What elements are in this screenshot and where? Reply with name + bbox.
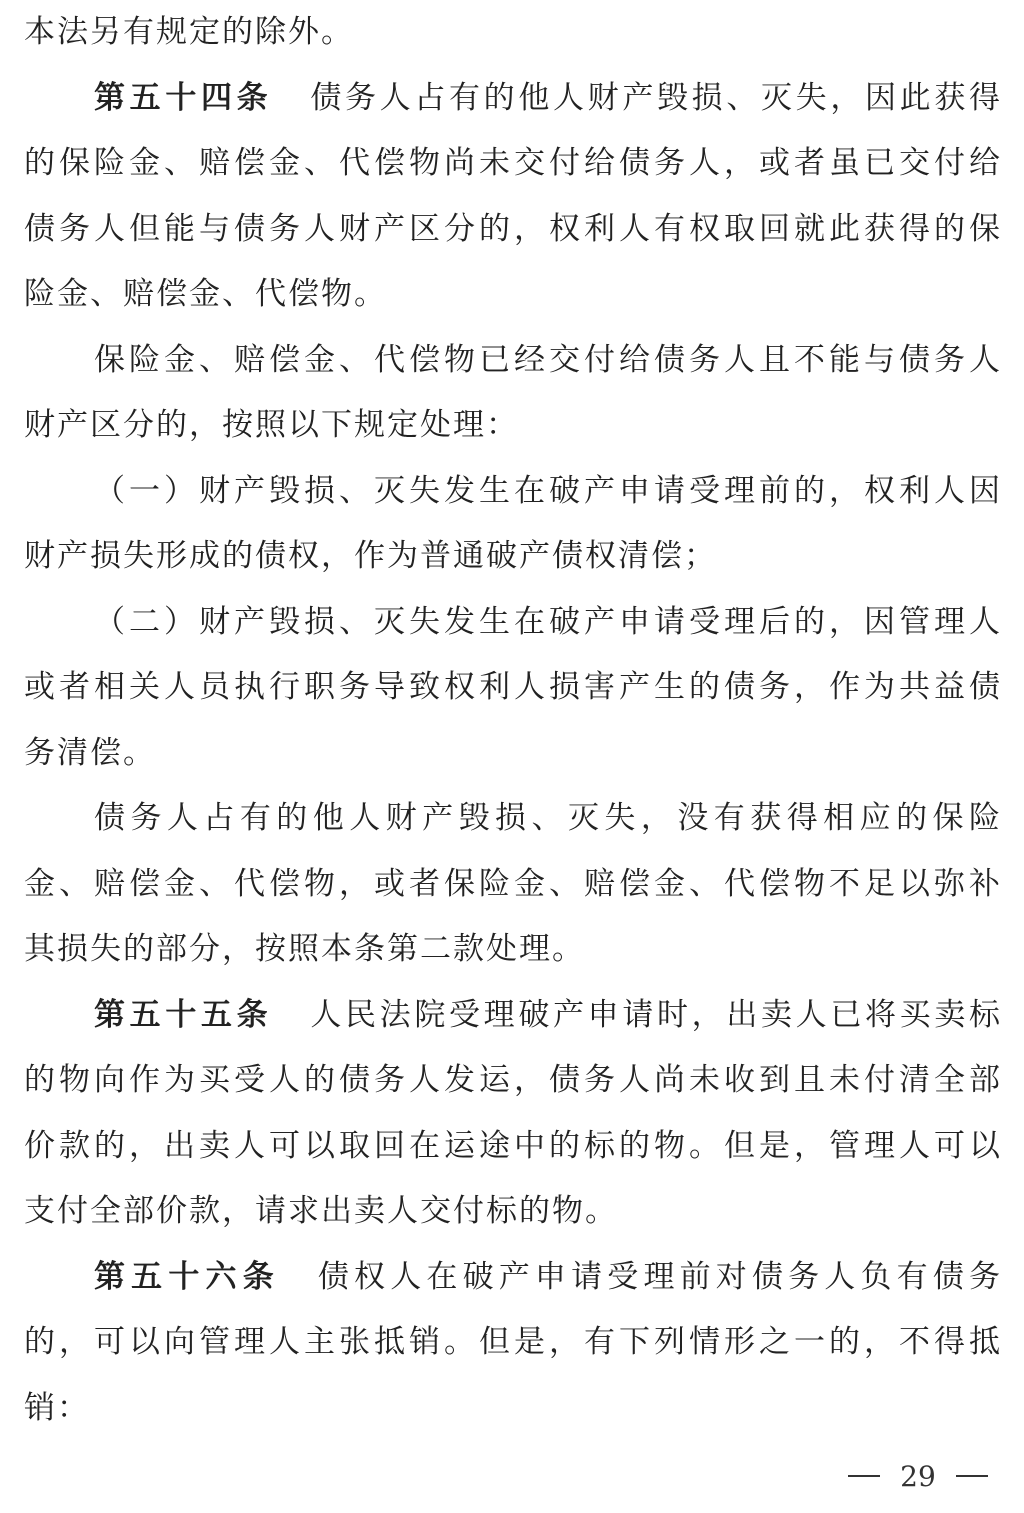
text-line: 的保险金、赔偿金、代偿物尚未交付给债务人，或者虽已交付给 xyxy=(24,145,1000,181)
text-line: 人民法院受理破产申请时，出卖人已将买卖标 xyxy=(310,996,1000,1033)
text-line: 其损失的部分，按照本条第二款处理。 xyxy=(24,931,585,967)
text-line: 债务人但能与债务人财产区分的，权利人有权取回就此获得的保 xyxy=(24,210,1000,247)
text-line: 财产区分的，按照以下规定处理： xyxy=(24,407,519,443)
text-line: 保险金、赔偿金、代偿物已经交付给债务人且不能与债务人 xyxy=(94,341,1000,378)
article-heading-line xyxy=(24,1245,1000,1311)
text-line: 险金、赔偿金、代偿物。 xyxy=(24,276,387,312)
text-line: 价款的，出卖人可以取回在运途中的标的物。但是，管理人可以 xyxy=(24,1127,1000,1164)
text-line: 的物向作为买受人的债务人发运，债务人尚未收到且未付清全部 xyxy=(24,1062,1000,1098)
article-number: 第五十五条 xyxy=(94,996,273,1033)
article-heading-line xyxy=(24,983,1000,1049)
text-line: 的，可以向管理人主张抵销。但是，有下列情形之一的，不得抵 xyxy=(24,1324,1000,1360)
footer-dash-left xyxy=(848,1475,880,1477)
text-line: 债务人占有的他人财产毁损、灭失，因此获得 xyxy=(310,79,1000,116)
text-line: 债务人占有的他人财产毁损、灭失，没有获得相应的保险 xyxy=(94,800,1000,836)
text-line: 财产损失形成的债权，作为普通破产债权清偿； xyxy=(24,538,717,574)
page-number: 29 xyxy=(900,1459,936,1493)
article-heading-line xyxy=(24,66,1000,132)
text-line: 销： xyxy=(24,1389,90,1426)
article-number: 第五十六条 xyxy=(94,1258,280,1295)
text-line: 务清偿。 xyxy=(24,734,156,771)
text-line: （一）财产毁损、灭失发生在破产申请受理前的，权利人因 xyxy=(94,472,1000,509)
text-line: 债权人在破产申请受理前对债务人负有债务 xyxy=(317,1258,1000,1295)
text-line: 金、赔偿金、代偿物，或者保险金、赔偿金、代偿物不足以弥补 xyxy=(24,865,1000,902)
text-line: 或者相关人员执行职务导致权利人损害产生的债务，作为共益债 xyxy=(24,669,1000,705)
document-page xyxy=(24,0,1000,1441)
text-line: （二）财产毁损、灭失发生在破产申请受理后的，因管理人 xyxy=(94,603,1000,640)
text-line: 本法另有规定的除外。 xyxy=(24,14,354,50)
page-footer xyxy=(848,1456,988,1496)
footer-dash-right xyxy=(956,1475,988,1477)
article-number: 第五十四条 xyxy=(94,79,273,116)
text-line: 支付全部价款，请求出卖人交付标的物。 xyxy=(24,1193,618,1229)
